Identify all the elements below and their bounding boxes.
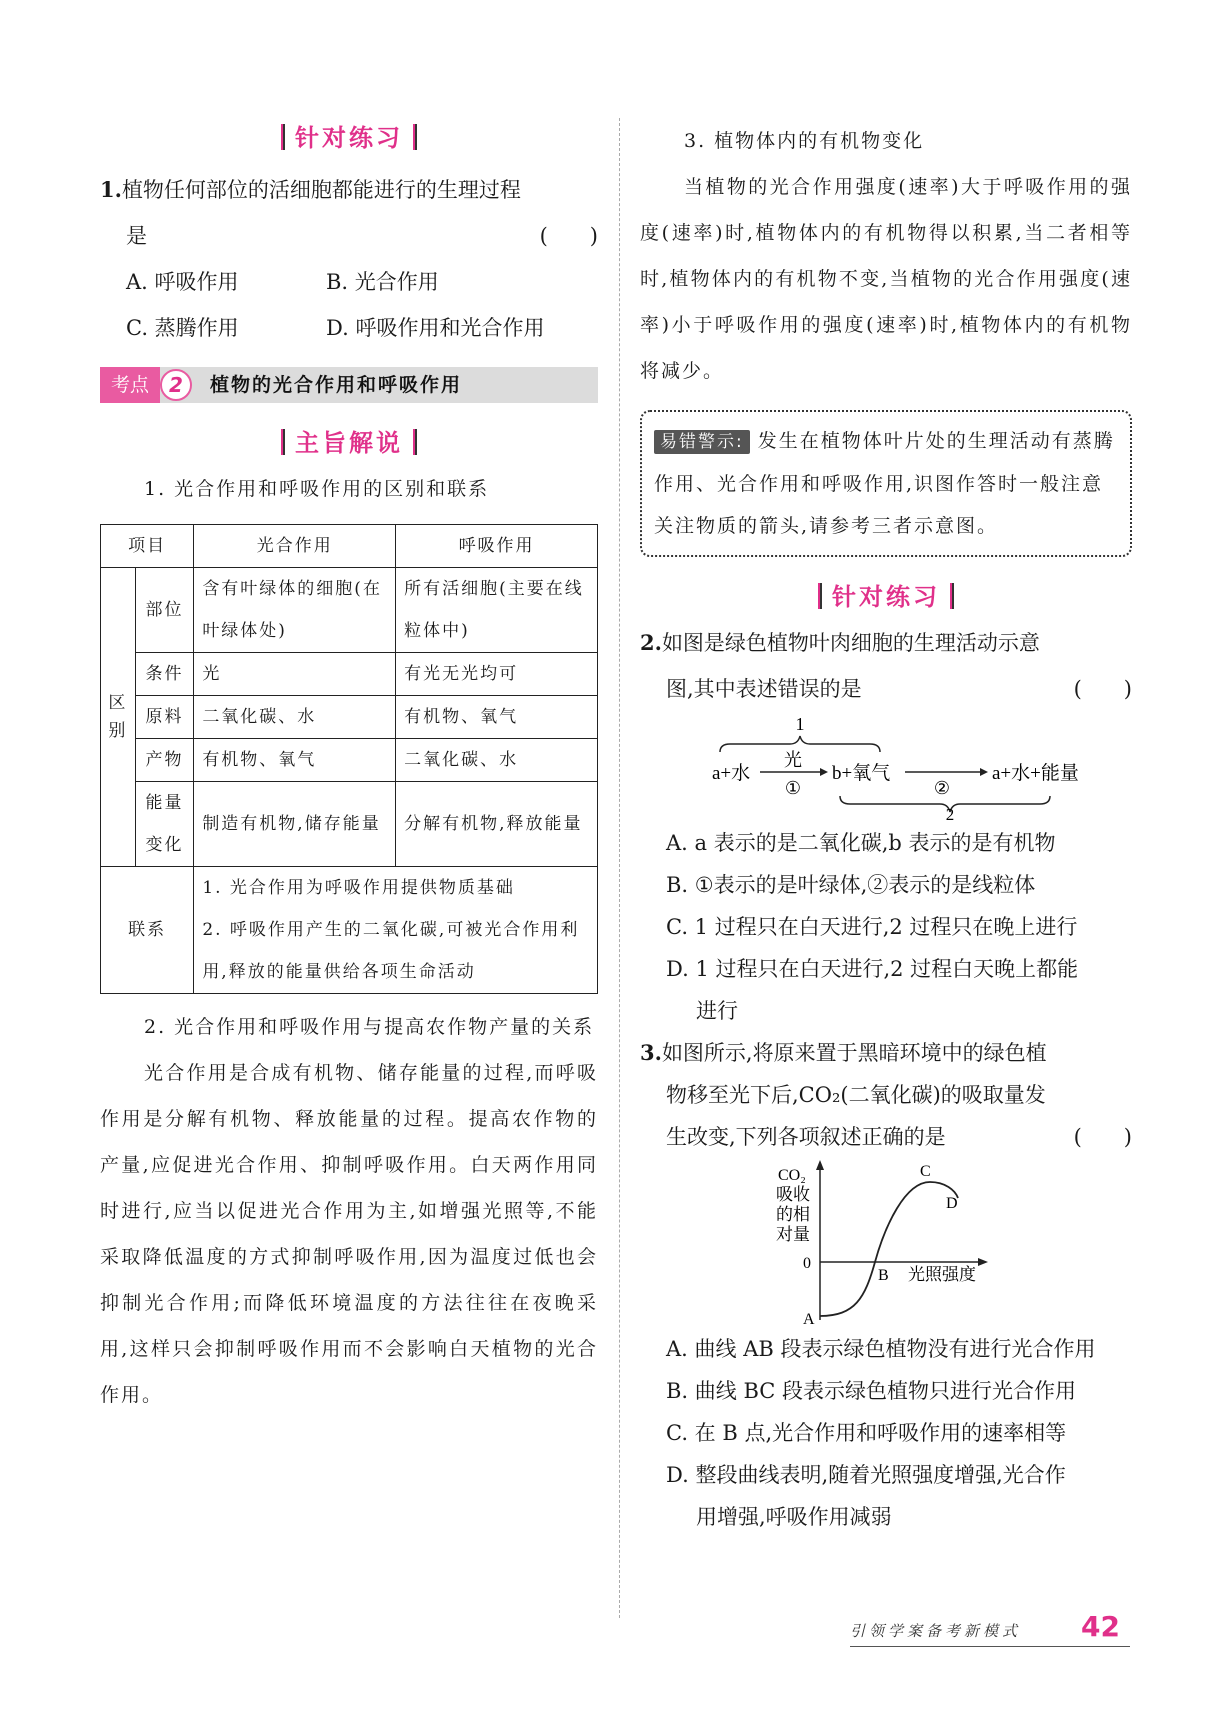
heading-bar-icon — [281, 124, 285, 150]
column-divider — [619, 118, 620, 1618]
table-cell: 有机物、氧气 — [396, 696, 598, 739]
item-3-title: 3. 植物体内的有机物变化 — [684, 130, 925, 152]
table-row — [101, 653, 598, 696]
arrow-2-bottom-label: ② — [933, 778, 951, 799]
section-heading-text: 主旨解说 — [295, 429, 403, 457]
option-d-cont: 用增强,呼吸作用减弱 — [696, 1505, 892, 1529]
diagram-right: a+水+能量 — [992, 763, 1079, 784]
option-b: B. 曲线 BC 段表示绿色植物只进行光合作用 — [666, 1379, 1077, 1403]
item-2-title: 2. 光合作用和呼吸作用与提高农作物产量的关系 — [144, 1016, 595, 1038]
question-1 — [100, 167, 598, 351]
question-number: 3. — [640, 1040, 662, 1065]
diagram-left: a+水 — [712, 763, 751, 784]
section-heading-explain — [100, 423, 598, 458]
kaodian-tag: 考点 — [100, 367, 160, 403]
table-row-label: 条件 — [135, 653, 194, 696]
x-axis-arrow-icon — [978, 1258, 988, 1266]
point-a-label: A — [803, 1311, 815, 1328]
answer-paren: ( ) — [539, 224, 598, 248]
right-column — [640, 118, 1132, 1538]
left-column — [100, 118, 598, 1418]
table-header: 光合作用 — [194, 525, 396, 568]
question-stem: 物移至光下后,CO₂(二氧化碳)的吸取量发 — [666, 1083, 1046, 1107]
arrow-1-head-icon — [820, 768, 828, 776]
heading-bar-icon — [818, 583, 822, 609]
footer-rule — [850, 1646, 1130, 1647]
y-label-3: 的相 — [776, 1205, 810, 1224]
kaodian-banner — [100, 367, 598, 403]
option-b: B. ①表示的是叶绿体,②表示的是线粒体 — [666, 873, 1036, 897]
table-cell: 所有活细胞(主要在线粒体中) — [396, 568, 598, 653]
heading-bar-icon — [281, 429, 285, 455]
table-header: 项目 — [101, 525, 194, 568]
section-heading-practice-2 — [640, 577, 1132, 612]
heading-bar-icon — [413, 124, 417, 150]
page-footer — [850, 1610, 1140, 1646]
process-diagram — [640, 712, 1132, 822]
option-d: D. 呼吸作用和光合作用 — [326, 316, 545, 340]
table-cell: 有机物、氧气 — [194, 739, 396, 782]
heading-bar-icon — [413, 429, 417, 455]
section-heading-practice — [100, 118, 598, 153]
table-cell: 二氧化碳、水 — [396, 739, 598, 782]
option-c: C. 蒸腾作用 — [126, 316, 239, 340]
brace-top-label: 1 — [795, 714, 805, 734]
question-3 — [640, 1032, 1132, 1538]
y-label-2: 吸收 — [776, 1185, 810, 1204]
x-label: 光照强度 — [908, 1265, 976, 1284]
y-axis-arrow-icon — [816, 1160, 824, 1170]
table-cell: 有光无光均可 — [396, 653, 598, 696]
question-stem: 植物任何部位的活细胞都能进行的生理过程 — [121, 178, 521, 202]
heading-bar-icon — [950, 583, 954, 609]
kaodian-title: 植物的光合作用和呼吸作用 — [210, 374, 463, 396]
table-header-row — [101, 525, 598, 568]
table-cell: 二氧化碳、水 — [194, 696, 396, 739]
answer-paren: ( ) — [1073, 1125, 1132, 1149]
diagram-middle: b+氧气 — [832, 763, 891, 784]
comparison-table — [100, 524, 598, 994]
page-number: 42 — [1081, 1610, 1120, 1643]
question-2 — [640, 620, 1132, 1032]
arrow-1-top-label: 光 — [784, 750, 802, 770]
brace-bottom-label: 2 — [945, 805, 955, 822]
option-a: A. a 表示的是二氧化碳,b 表示的是有机物 — [666, 831, 1056, 855]
item-1-title: 1. 光合作用和呼吸作用的区别和联系 — [144, 478, 490, 500]
question-number: 1. — [100, 177, 122, 202]
table-row-label: 原料 — [135, 696, 194, 739]
question-stem: 如图是绿色植物叶肉细胞的生理活动示意 — [661, 631, 1040, 655]
table-row — [101, 568, 598, 653]
question-number: 2. — [640, 630, 662, 655]
table-cell — [194, 867, 598, 994]
item-2-body: 光合作用是合成有机物、储存能量的过程,而呼吸作用是分解有机物、释放能量的过程。提高农作物的产量,应促进光合作用、抑制呼吸作用。白天两作用同时进行,应当以促进光合作用为主,如增强光照等,不能采取降低温度的方式抑制呼吸作用,因为温度过低也会抑制光合作用;而降低环境温度的方法往往在夜晚采用,这样只会抑制呼吸作用而不会影响白天植物的光合作用。 — [100, 1062, 598, 1406]
table-row-label: 产物 — [135, 739, 194, 782]
table-row-label: 联系 — [101, 867, 194, 994]
table-row — [101, 782, 598, 867]
table-header: 呼吸作用 — [396, 525, 598, 568]
table-cell: 含有叶绿体的细胞(在叶绿体处) — [194, 568, 396, 653]
item-3-body: 当植物的光合作用强度(速率)大于呼吸作用的强度(速率)时,植物体内的有机物得以积累,当二者相等时,植物体内的有机物不变,当植物的光合作用强度(速率)小于呼吸作用的强度(速率)时,植物体内的有机物将减少。 — [640, 176, 1132, 382]
option-d: D. 1 过程只在白天进行,2 过程白天晚上都能 — [666, 957, 1079, 981]
table-cell: 光 — [194, 653, 396, 696]
warning-tag: 易错警示: — [654, 430, 750, 454]
arrow-1-bottom-label: ① — [784, 778, 802, 799]
option-d-cont: 进行 — [696, 999, 738, 1023]
question-stem: 是 — [126, 224, 147, 248]
warning-box — [640, 410, 1132, 557]
curve-icon — [820, 1182, 958, 1316]
table-cell: 分解有机物,释放能量 — [396, 782, 598, 867]
option-b: B. 光合作用 — [326, 270, 439, 294]
answer-paren: ( ) — [1073, 677, 1132, 701]
table-row-label: 能量变化 — [135, 782, 194, 867]
option-c: C. 在 B 点,光合作用和呼吸作用的速率相等 — [666, 1421, 1067, 1445]
question-stem: 图,其中表述错误的是 — [666, 677, 862, 701]
section-heading-text: 针对练习 — [295, 124, 403, 152]
question-stem: 如图所示,将原来置于黑暗环境中的绿色植 — [661, 1041, 1047, 1065]
option-d: D. 整段曲线表明,随着光照强度增强,光合作 — [666, 1463, 1066, 1487]
footer-slogan: 引领学案备考新模式 — [850, 1622, 1022, 1640]
option-a: A. 曲线 AB 段表示绿色植物没有进行光合作用 — [666, 1337, 1096, 1361]
table-row — [101, 696, 598, 739]
y-label-1: CO₂ — [778, 1167, 806, 1184]
point-d-label: D — [946, 1195, 958, 1212]
co2-absorption-graph — [640, 1158, 1132, 1328]
origin-label: 0 — [803, 1255, 811, 1272]
link-point-2: 2. 呼吸作用产生的二氧化碳,可被光合作用利用,释放的能量供给各项生命活动 — [202, 920, 580, 982]
warning-body: 发生在植物体叶片处的生理活动有蒸腾作用、光合作用和呼吸作用,识图作答时一般注意关注物质的箭头,请参考三者示意图。 — [654, 430, 1115, 537]
question-stem: 生改变,下列各项叙述正确的是 — [666, 1125, 946, 1149]
section-heading-text: 针对练习 — [832, 583, 940, 611]
arrow-2-head-icon — [980, 768, 988, 776]
table-row — [101, 867, 598, 994]
point-b-label: B — [878, 1267, 889, 1284]
point-c-label: C — [920, 1163, 931, 1180]
y-label-4: 对量 — [776, 1225, 810, 1244]
table-row-label: 部位 — [135, 568, 194, 653]
link-point-1: 1. 光合作用为呼吸作用提供物质基础 — [202, 878, 515, 898]
table-cell: 制造有机物,储存能量 — [194, 782, 396, 867]
table-row — [101, 739, 598, 782]
table-group-label: 区 别 — [101, 568, 136, 867]
option-a: A. 呼吸作用 — [126, 270, 239, 294]
option-c: C. 1 过程只在白天进行,2 过程只在晚上进行 — [666, 915, 1078, 939]
kaodian-number: 2 — [160, 369, 192, 401]
